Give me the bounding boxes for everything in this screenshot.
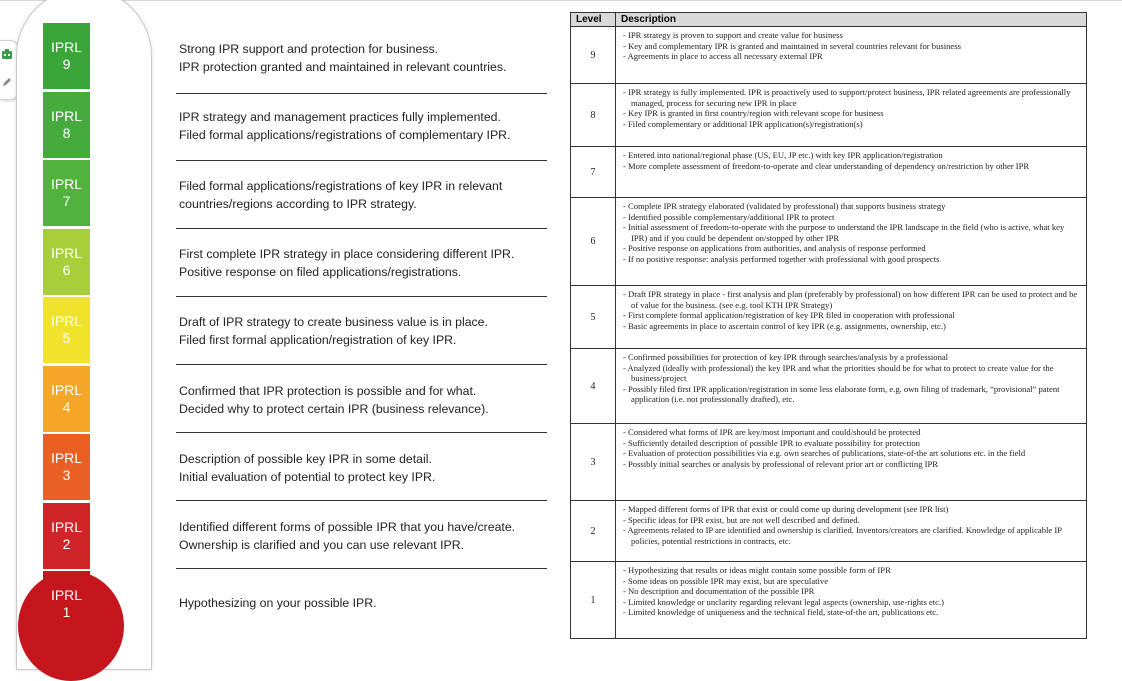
level-cell: 8 <box>571 84 616 146</box>
level-cell: 7 <box>571 147 616 197</box>
description-line2: Ownership is clarified and you can use relevant IPR. <box>179 538 465 552</box>
iprl-level-3 <box>43 434 90 500</box>
level-cell: 5 <box>571 286 616 348</box>
level-cell: 3 <box>571 424 616 500</box>
description-bullet: - Entered into national/regional phase (US, EU, JP etc.) with key IPR application/registration <box>623 150 943 160</box>
description-bullet: - Some ideas on possible IPR may exist, but are speculative <box>623 575 829 586</box>
level-cell: 4 <box>571 349 616 423</box>
level-column-header: Level <box>571 13 616 26</box>
table-row <box>571 27 1086 84</box>
description-bullet: - IPR strategy is proven to support and create value for business <box>623 30 843 40</box>
level-description <box>179 382 539 418</box>
share-icon[interactable] <box>0 47 14 61</box>
iprl-level-label: IPRL <box>50 313 83 329</box>
iprl-level-7 <box>43 160 90 226</box>
table-row <box>571 562 1086 638</box>
table-row <box>571 286 1086 349</box>
level-description <box>179 594 539 612</box>
table-row <box>571 198 1086 286</box>
table-body <box>571 27 1086 638</box>
separator-line <box>176 364 547 365</box>
iprl-level-label: IPRL <box>50 450 83 466</box>
iprl-level-number: 3 <box>62 467 71 483</box>
description-line2: IPR protection granted and maintained in relevant countries. <box>179 60 507 74</box>
description-bullet: - Identified possible complementary/additional IPR to protect <box>623 211 835 222</box>
description-bullet: - No description and documentation of the possible IPR <box>623 586 815 596</box>
iprl-level-8 <box>43 92 90 158</box>
iprl-level-label: IPRL <box>50 245 83 261</box>
table-row <box>571 147 1086 198</box>
description-bullet: - Sufficiently detailed description of possible IPR to evaluate possibility for protection <box>623 437 920 448</box>
separator-line <box>176 500 547 501</box>
description-bullet: - Mapped different forms of IPR that exist or could come up during development (see IPR list) <box>623 504 949 514</box>
description-line2: Initial evaluation of potential to protect key IPR. <box>179 470 436 484</box>
description-line1: Strong IPR support and protection for business. <box>179 42 439 56</box>
iprl-level-number: 9 <box>62 56 71 72</box>
separator-line <box>176 160 547 161</box>
description-bullet: - Agreements related to IP are identified and ownership is clarified. Inventors/creators are clarified. Knowledge of applicable IP policies, potential restrictions in contracts, etc. <box>623 525 1062 546</box>
level-cell: 9 <box>571 27 616 83</box>
separator-line <box>176 568 547 569</box>
description-bullet: - Evaluation of protection possibilities via e.g. own searches of publications, state-of-the art solutions etc. in the field <box>623 448 1026 458</box>
iprl-level-label: IPRL <box>50 108 83 124</box>
level-cell: 1 <box>571 562 616 638</box>
description-cell <box>616 27 1086 83</box>
description-line1: Draft of IPR strategy to create business value is in place. <box>179 315 488 329</box>
description-line2: Decided why to protect certain IPR (business relevance). <box>179 402 489 416</box>
table-header <box>571 13 1086 27</box>
description-bullet: - Key and complementary IPR is granted and maintained in several countries relevant for business <box>623 40 961 51</box>
iprl-level-6 <box>43 229 90 295</box>
separator-line <box>176 228 547 229</box>
iprl-level-number: 2 <box>62 536 71 552</box>
description-cell <box>616 424 1086 500</box>
iprl-table <box>570 12 1087 639</box>
iprl-level-5 <box>43 297 90 363</box>
description-cell <box>616 147 1086 197</box>
description-line2: Positive response on filed applications/registrations. <box>179 265 462 279</box>
table-row <box>571 349 1086 424</box>
iprl-level-label: IPRL <box>50 519 83 535</box>
iprl-level-number: 1 <box>62 604 71 620</box>
description-cell <box>616 286 1086 348</box>
description-column-header: Description <box>621 14 677 25</box>
level-description <box>179 245 539 281</box>
description-bullet: - Complete IPR strategy elaborated (validated by professional) that supports business strategy <box>623 201 946 211</box>
description-bullet: - Considered what forms of IPR are key/most important and could/should be protected <box>623 427 921 437</box>
level-description <box>179 450 539 486</box>
iprl-level-number: 6 <box>62 262 71 278</box>
description-bullet: - More complete assessment of freedom-to-operate and clear understanding of dependency on/restriction by other IPR <box>623 160 1030 171</box>
separator-line <box>176 93 547 94</box>
description-bullet: - Basic agreements in place to ascertain control of key IPR (e.g. assignments, ownership, etc.) <box>623 320 946 331</box>
description-bullet: - Limited knowledge or unclarity regarding relevant legal aspects (ownership, use-rights etc.) <box>623 596 944 607</box>
level-description <box>179 177 539 213</box>
level-description <box>179 313 539 349</box>
description-line1: Confirmed that IPR protection is possible and for what. <box>179 384 477 398</box>
iprl-level-label: IPRL <box>50 176 83 192</box>
description-line1: Description of possible key IPR in some detail. <box>179 452 432 466</box>
table-row <box>571 501 1086 562</box>
level-description <box>179 108 539 144</box>
edit-pen-icon[interactable] <box>0 75 14 89</box>
level-description <box>179 40 539 76</box>
description-bullet: - Positive response on applications from authorities, and analysis of response performed <box>623 243 926 253</box>
iprl-level-label: IPRL <box>50 587 83 603</box>
iprl-level-number: 4 <box>62 399 71 415</box>
description-bullet: - Possibly initial searches or analysis by professional of relevant prior art or conflicting IPR <box>623 458 939 469</box>
description-line1: Filed formal applications/registrations of key IPR in relevant <box>179 179 503 193</box>
iprl-level-label: IPRL <box>50 39 83 55</box>
separator-line <box>176 432 547 433</box>
description-bullet: - Draft IPR strategy in place - first analysis and plan (preferably by professional) on how different IPR can be used to protect and be of value for the business. (see e.g. tool KTH IPR Strategy) <box>623 289 1078 310</box>
description-cell <box>616 84 1086 146</box>
description-cell <box>616 198 1086 285</box>
table-row <box>571 84 1086 147</box>
description-bullet: - First complete formal application/registration of key IPR filed in cooperation with professional <box>623 310 955 320</box>
iprl-level-label: IPRL <box>50 382 83 398</box>
description-line1: IPR strategy and management practices fully implemented. <box>179 110 501 124</box>
description-line1: Hypothesizing on your possible IPR. <box>179 596 377 610</box>
description-bullet: - Key IPR is granted in first country/region with relevant scope for business <box>623 108 884 118</box>
description-cell <box>616 562 1086 638</box>
description-bullet: - Specific ideas for IPR exist, but are not well described and defined. <box>623 514 860 525</box>
iprl-level-4 <box>43 366 90 432</box>
iprl-level-number: 7 <box>62 193 71 209</box>
iprl-level-number: 5 <box>62 330 71 346</box>
description-line2: Filed formal applications/registrations of complementary IPR. <box>179 128 511 142</box>
level-description <box>179 518 539 554</box>
level-cell: 2 <box>571 501 616 561</box>
level-cell: 6 <box>571 198 616 285</box>
description-bullet: - Filed complementary or additional IPR application(s)/registration(s) <box>623 118 863 129</box>
description-bullet: - Analyzed (ideally with professional) the key IPR and what the priorities should be for what to protect to create value for the business/project <box>623 362 1054 383</box>
description-line2: countries/regions according to IPR strategy. <box>179 197 417 211</box>
description-cell <box>616 501 1086 561</box>
description-line1: First complete IPR strategy in place considering different IPR. <box>179 247 515 261</box>
iprl-level-number: 8 <box>62 125 71 141</box>
description-bullet: - IPR strategy is fully implemented. IPR is proactively used to support/protect business, IPR related agreements are professionally managed, process for securing new IPR in place <box>623 87 1071 108</box>
description-bullet: - Agreements in place to access all necessary external IPR <box>623 51 823 61</box>
table-row <box>571 424 1086 501</box>
description-line2: Filed first formal application/registration of key IPR. <box>179 333 457 347</box>
description-bullet: - Hypothesizing that results or ideas might contain some possible form of IPR <box>623 565 891 575</box>
iprl-level-9 <box>43 23 90 89</box>
description-bullet: - Initial assessment of freedom-to-operate with the purpose to understand the IPR landscape in the field (who is active, what key IPR) and if you could be dependent on/stopped by other IPR <box>623 222 1065 243</box>
description-bullet: - Possibly filed first IPR application/registration in some less elaborate form, e.g. own filing of trademark, “provisional” patent application (i.e. not professionally drafted), etc. <box>623 383 1060 404</box>
description-bullet: - Limited knowledge of uniqueness and the technical field, state-of-the art, publications etc. <box>623 607 939 617</box>
separator-line <box>176 296 547 297</box>
description-cell <box>616 349 1086 423</box>
iprl-level-1 <box>43 571 90 637</box>
description-bullet: - If no positive response: analysis performed together with professional with good prospects <box>623 253 940 264</box>
description-bullet: - Confirmed possibilities for protection of key IPR through searches/analysis by a professional <box>623 352 949 362</box>
description-line1: Identified different forms of possible IPR that you have/create. <box>179 520 516 534</box>
iprl-level-2 <box>43 503 90 569</box>
